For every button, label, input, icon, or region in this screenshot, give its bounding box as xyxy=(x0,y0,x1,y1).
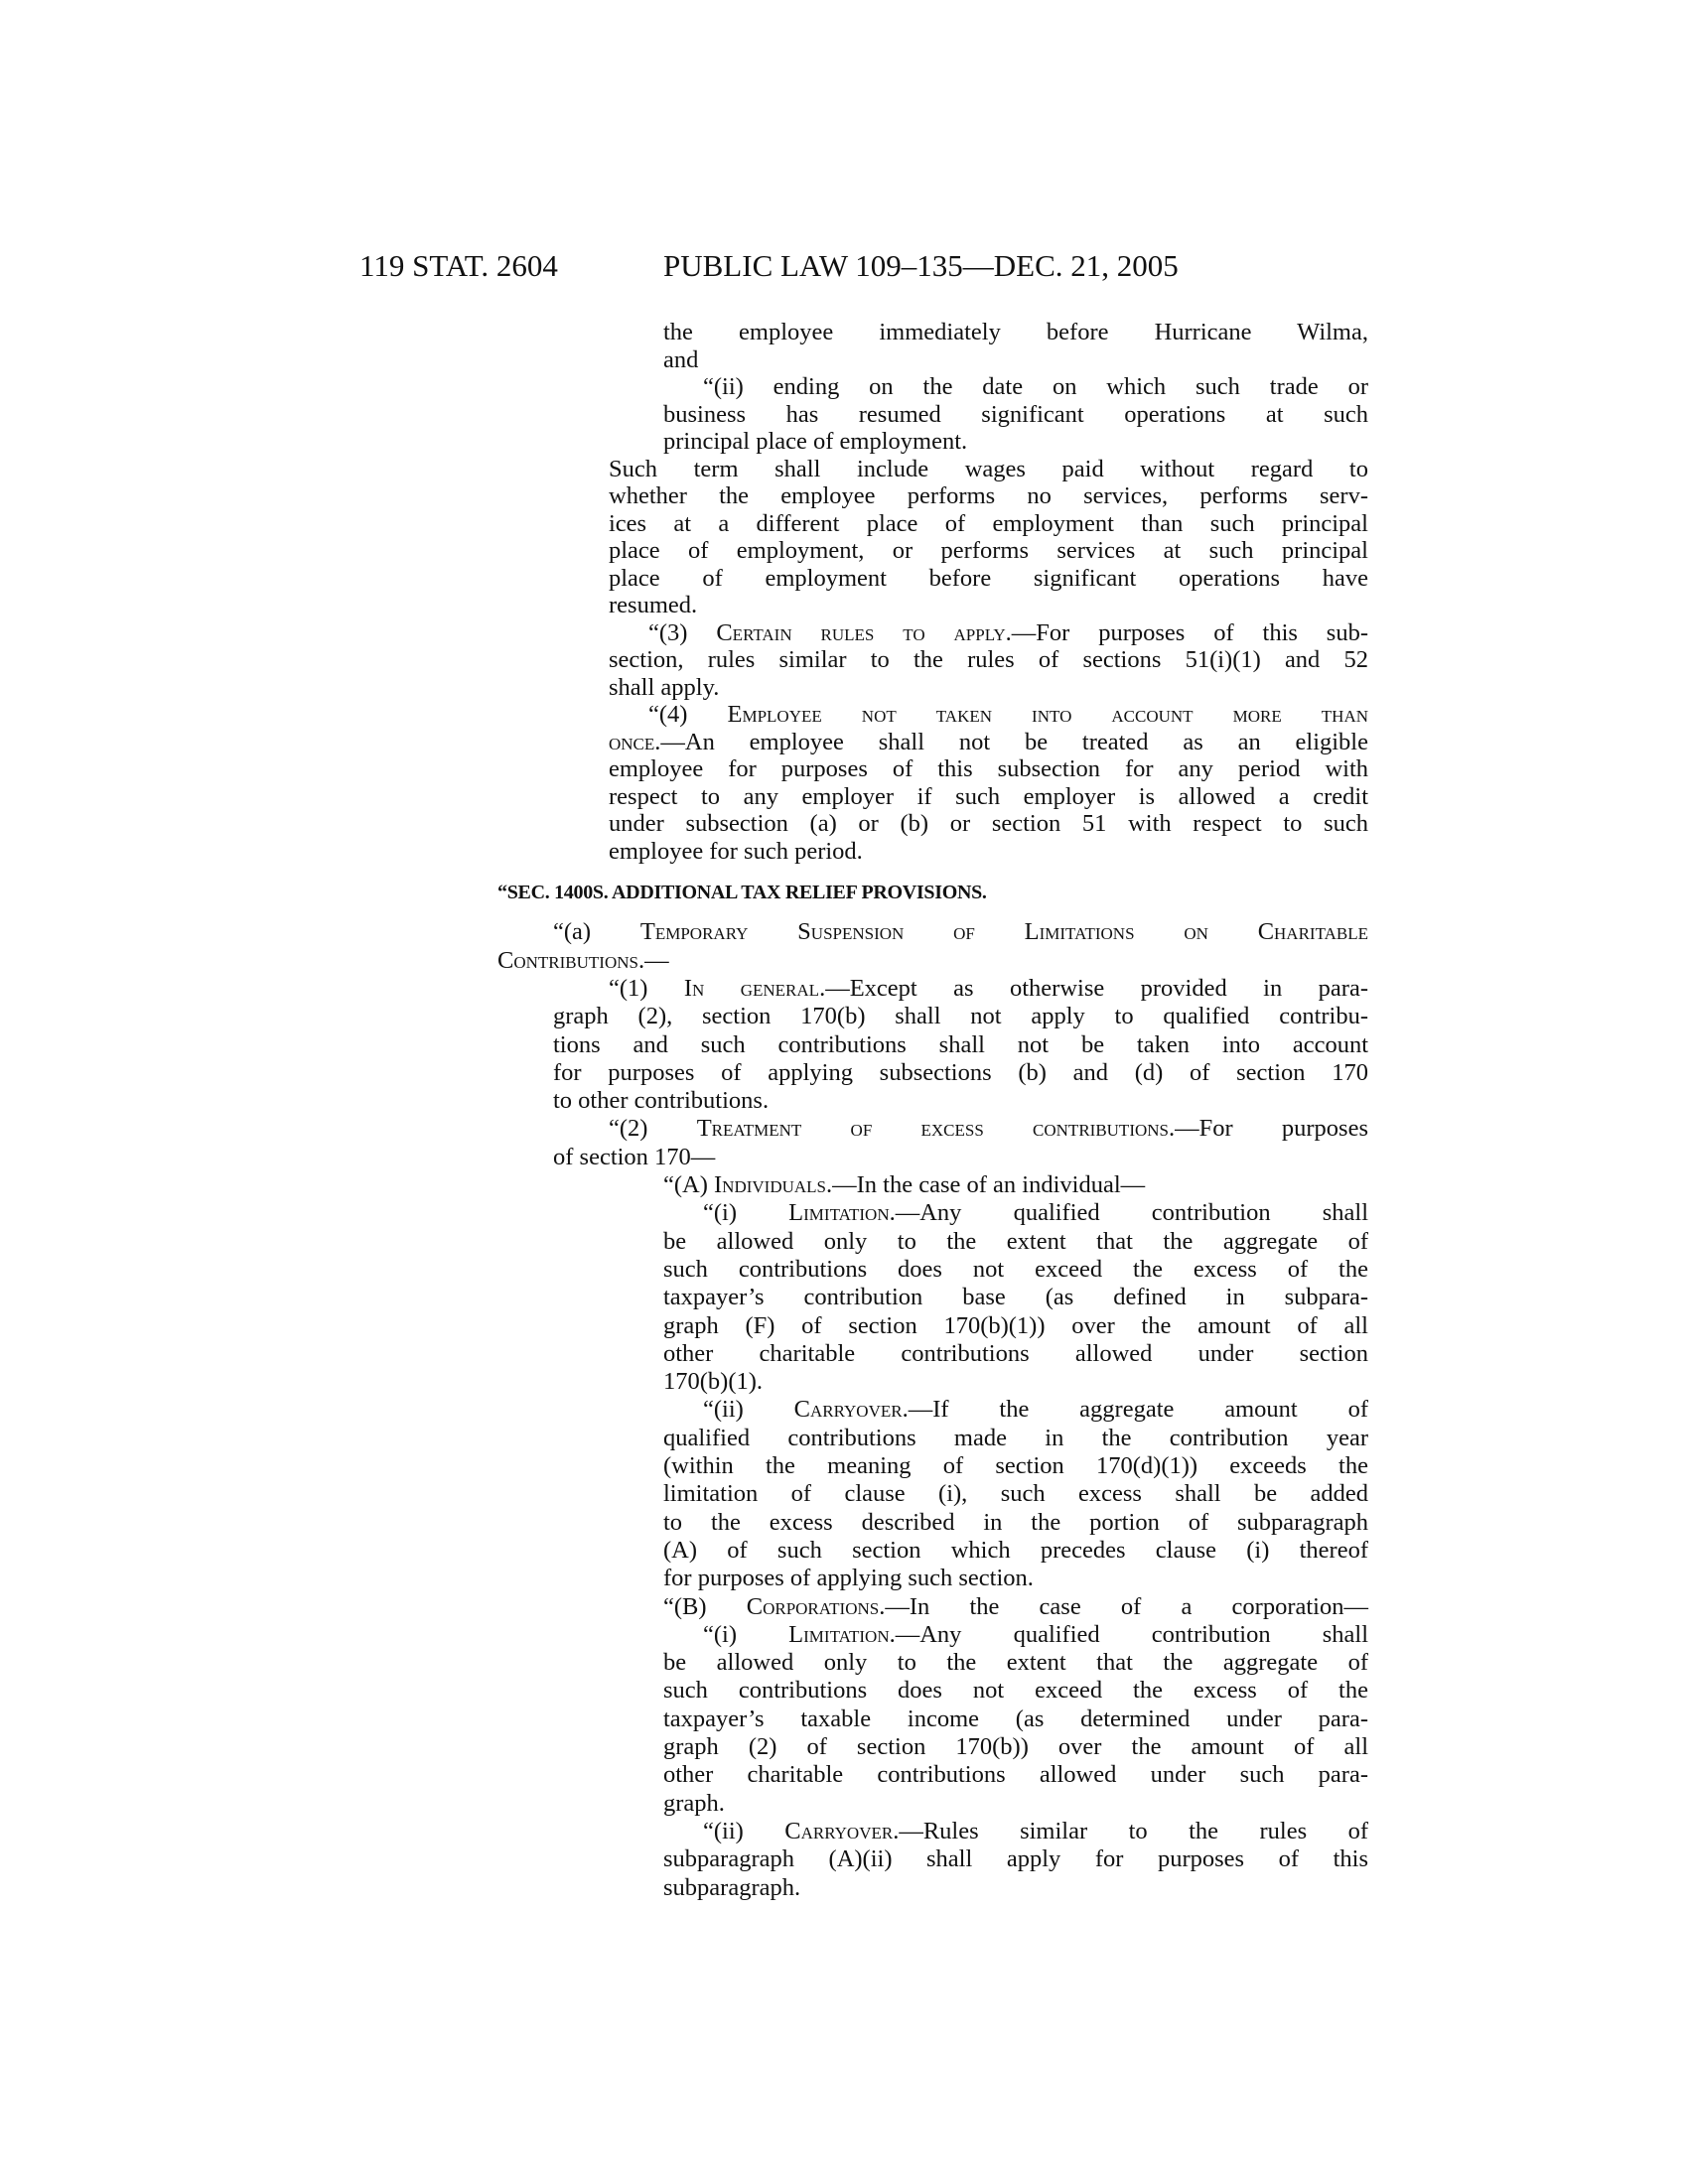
line-text: other charitable contributions allowed under such para- xyxy=(663,1761,1368,1789)
text-line xyxy=(609,510,1368,538)
text-line xyxy=(663,428,1368,456)
line-text: to other contributions. xyxy=(553,1087,770,1115)
text-line xyxy=(663,319,1368,346)
line-text: “(ii) xyxy=(703,1817,785,1844)
text-line xyxy=(703,1396,1368,1424)
line-text: such contributions does not exceed the excess of the xyxy=(663,1677,1368,1705)
line-text: graph (2), section 170(b) shall not apply to qualified contribu- xyxy=(553,1003,1368,1030)
line-text: graph. xyxy=(663,1789,725,1817)
line-text: of section 170— xyxy=(553,1143,716,1170)
text-line xyxy=(703,373,1368,401)
line-text: “SEC. 1400S. ADDITIONAL TAX RELIEF PROVISIONS. xyxy=(497,882,987,903)
text-line xyxy=(663,1677,1368,1705)
text-line xyxy=(663,1706,1368,1733)
line-text: Such term shall include wages paid without regard to xyxy=(609,455,1368,482)
text-line xyxy=(609,674,1368,702)
line-text: subparagraph (A)(ii) shall apply for purposes of this xyxy=(663,1845,1368,1873)
line-text: employee for purposes of this subsection for any period with xyxy=(609,755,1368,782)
line-text: .—An employee shall not be treated as an eligible xyxy=(654,728,1368,755)
text-line xyxy=(663,346,1368,374)
line-text: graph (2) of section 170(b)) over the amount of all xyxy=(663,1733,1368,1760)
small-caps-heading: Treatment of excess contributions xyxy=(696,1115,1169,1143)
line-text: shall apply. xyxy=(609,673,720,701)
small-caps-heading: Employee not taken into account more than xyxy=(727,701,1368,728)
text-line xyxy=(609,729,1368,756)
line-text: for purposes of applying subsections (b) and (d) of section 170 xyxy=(553,1058,1368,1086)
text-line xyxy=(703,1621,1368,1649)
text-line xyxy=(663,1733,1368,1761)
line-text: employee for such period. xyxy=(609,837,863,865)
text-line xyxy=(648,619,1368,647)
line-text: “(1) xyxy=(609,974,684,1002)
text-line xyxy=(703,1818,1368,1845)
text-line xyxy=(663,1761,1368,1789)
line-text: “(a) xyxy=(553,918,640,946)
line-text: .—In the case of an individual— xyxy=(826,1171,1146,1198)
text-line xyxy=(663,1790,1368,1818)
line-text: tions and such contributions shall not be taken into account xyxy=(553,1030,1368,1058)
text-line xyxy=(497,947,1368,975)
line-text: taxpayer’s contribution base (as defined in subpara- xyxy=(663,1284,1368,1311)
text-line xyxy=(663,1565,1368,1592)
text-line xyxy=(553,1087,1368,1115)
text-line xyxy=(663,1368,1368,1396)
line-text: “(B) xyxy=(663,1592,747,1620)
line-text: other charitable contributions allowed under section xyxy=(663,1339,1368,1367)
line-text: “(i) xyxy=(703,1199,789,1227)
text-line xyxy=(609,1115,1368,1143)
small-caps-heading: Carryover xyxy=(793,1396,903,1424)
text-line xyxy=(609,482,1368,510)
text-line xyxy=(609,755,1368,783)
line-text: .—Any qualified contribution shall xyxy=(889,1620,1369,1648)
line-text: qualified contributions made in the contribution year xyxy=(663,1424,1368,1451)
text-line xyxy=(609,838,1368,866)
text-line xyxy=(609,810,1368,838)
line-text: “(3) xyxy=(648,618,717,646)
line-text: .—Any qualified contribution shall xyxy=(889,1199,1369,1227)
small-caps-heading: Carryover xyxy=(784,1817,894,1844)
small-caps-heading: Temporary Suspension of Limitations on Charitable xyxy=(639,918,1368,946)
line-text: respect to any employer if such employer is allowed a credit xyxy=(609,782,1368,810)
line-text: to the excess described in the portion of subparagraph xyxy=(663,1508,1368,1536)
text-line xyxy=(663,1228,1368,1256)
line-text: “(i) xyxy=(703,1620,789,1648)
text-line xyxy=(663,1284,1368,1311)
line-text: be allowed only to the extent that the aggregate of xyxy=(663,1649,1368,1677)
line-text: .—Rules similar to the rules of xyxy=(893,1817,1369,1844)
line-text: “(4) xyxy=(648,701,728,728)
text-line xyxy=(663,1480,1368,1508)
line-text: “(ii) xyxy=(703,1396,794,1424)
section-heading xyxy=(497,879,1368,906)
line-text: principal place of employment. xyxy=(663,428,968,455)
text-line xyxy=(663,1509,1368,1537)
line-text: place of employment, or performs services at such principal xyxy=(609,537,1368,564)
line-text: under subsection (a) or (b) or section 51 with respect to such xyxy=(609,810,1368,837)
text-line xyxy=(703,1199,1368,1227)
line-text: the employee immediately before Hurricane Wilma, xyxy=(663,319,1368,345)
line-text: and xyxy=(663,345,699,373)
text-line xyxy=(553,918,1368,946)
text-line xyxy=(663,1256,1368,1284)
text-line xyxy=(663,1649,1368,1677)
text-line xyxy=(609,565,1368,593)
text-line xyxy=(663,1874,1368,1902)
text-line xyxy=(553,1059,1368,1087)
line-text: resumed. xyxy=(609,592,698,618)
text-line xyxy=(663,1312,1368,1340)
text-line xyxy=(553,1003,1368,1030)
running-header-title: PUBLIC LAW 109–135—DEC. 21, 2005 xyxy=(663,248,1179,283)
line-text: “(ii) ending on the date on which such trade or xyxy=(703,373,1368,400)
line-text: (within the meaning of section 170(d)(1)) exceeds the xyxy=(663,1452,1368,1479)
text-line xyxy=(663,1452,1368,1480)
line-text: “(A) xyxy=(663,1171,715,1198)
text-line xyxy=(553,1144,1368,1171)
text-line xyxy=(609,456,1368,483)
text-line xyxy=(663,1425,1368,1452)
line-text: place of employment before significant operations have xyxy=(609,564,1368,592)
line-text: .—For purposes of this sub- xyxy=(1005,618,1368,646)
text-line xyxy=(663,1171,1368,1199)
small-caps-heading: Limitation xyxy=(788,1199,890,1227)
text-line xyxy=(609,975,1368,1003)
line-text: .—Except as otherwise provided in para- xyxy=(819,974,1368,1002)
line-text: .—For purposes xyxy=(1169,1115,1368,1143)
line-text: subparagraph. xyxy=(663,1873,801,1901)
text-line xyxy=(663,401,1368,429)
line-text: “(2) xyxy=(609,1115,697,1143)
line-text: section, rules similar to the rules of sections 51(i)(1) and 52 xyxy=(609,646,1368,673)
line-text: .—In the case of a corporation— xyxy=(879,1592,1368,1620)
line-text: 170(b)(1). xyxy=(663,1368,764,1396)
text-line xyxy=(553,1031,1368,1059)
small-caps-heading: In general xyxy=(683,974,820,1002)
line-text: .— xyxy=(637,946,669,974)
line-text: limitation of clause (i), such excess shall be added xyxy=(663,1480,1368,1508)
small-caps-heading: Certain rules to apply xyxy=(716,618,1006,646)
text-line xyxy=(663,1593,1368,1621)
line-text: taxpayer’s taxable income (as determined under para- xyxy=(663,1705,1368,1732)
small-caps-heading: Contributions xyxy=(497,946,638,974)
page-stat-number: 119 STAT. 2604 xyxy=(359,248,558,283)
text-line xyxy=(609,592,1368,619)
small-caps-heading: once xyxy=(609,728,655,755)
line-text: such contributions does not exceed the excess of the xyxy=(663,1255,1368,1283)
text-line xyxy=(648,701,1368,729)
line-text: (A) of such section which precedes clause (i) thereof xyxy=(663,1536,1368,1564)
text-line xyxy=(609,537,1368,565)
small-caps-heading: Individuals xyxy=(714,1171,826,1198)
small-caps-heading: Corporations xyxy=(746,1592,880,1620)
small-caps-heading: Limitation xyxy=(788,1620,890,1648)
text-line xyxy=(609,783,1368,811)
text-line xyxy=(663,1845,1368,1873)
line-text: ices at a different place of employment than such principal xyxy=(609,509,1368,537)
line-text: for purposes of applying such section. xyxy=(663,1565,1034,1592)
line-text: graph (F) of section 170(b)(1)) over the amount of all xyxy=(663,1311,1368,1339)
text-line xyxy=(609,646,1368,674)
line-text: .—If the aggregate amount of xyxy=(902,1396,1369,1424)
line-text: business has resumed significant operations at such xyxy=(663,400,1368,428)
line-text: be allowed only to the extent that the aggregate of xyxy=(663,1227,1368,1255)
line-text: whether the employee performs no services, performs serv- xyxy=(609,482,1368,509)
text-line xyxy=(663,1537,1368,1565)
text-line xyxy=(663,1340,1368,1368)
